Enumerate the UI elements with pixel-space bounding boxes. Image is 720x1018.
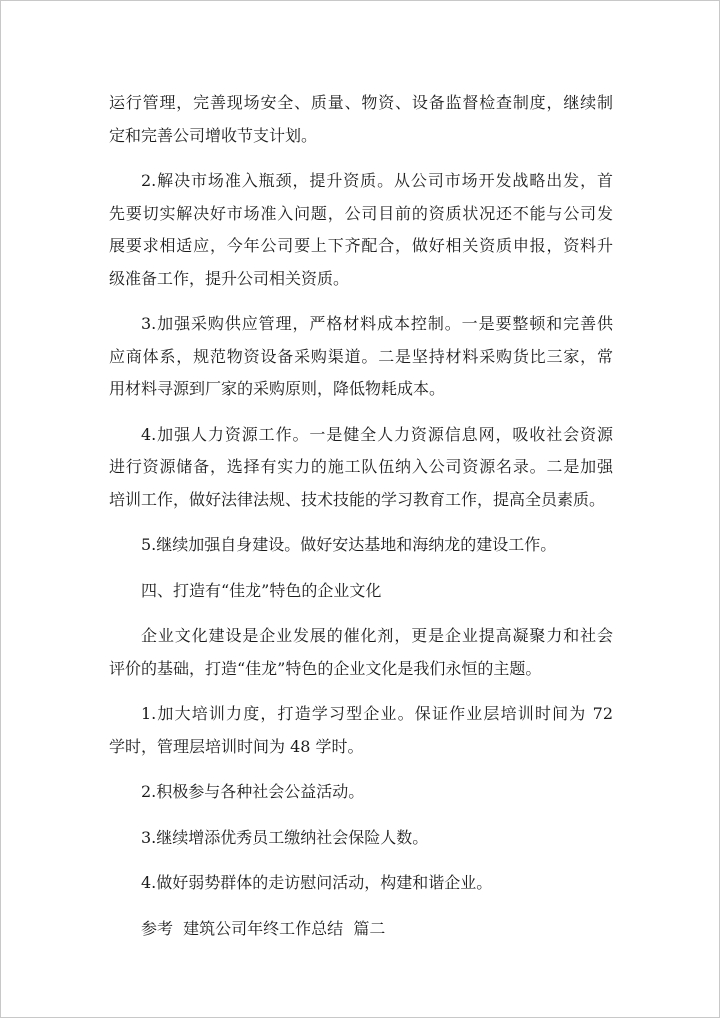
next-section-title	[109, 913, 613, 946]
text-line: 先要切实解决好市场准入问题，公司目前的资质状况还不能与公司发	[109, 203, 613, 223]
text-line: 4.加强人力资源工作。一是健全人力资源信息网，吸收社会资源	[141, 424, 613, 444]
paragraph-culture-intro	[109, 620, 613, 685]
text-line: 应商体系，规范物资设备采购渠道。二是坚持材料采购货比三家，常	[109, 346, 613, 366]
text-line: 进行资源储备，选择有实力的施工队伍纳入公司资源名录。二是加强	[109, 457, 613, 476]
paragraph-item-3-procurement	[109, 308, 613, 406]
text-line: 学时，管理层培训时间为 48 学时。	[109, 736, 364, 756]
text-line: 3.加强采购供应管理，严格材料成本控制。一是要整顿和完善供	[141, 314, 613, 333]
text-line: 级准备工作，提升公司相关资质。	[109, 268, 350, 288]
paragraph-item-5-construction	[109, 529, 613, 562]
section-heading-culture: 四、打造有“佳龙”特色的企业文化	[141, 580, 382, 600]
text-line: 运行管理，完善现场安全、质量、物资、设备监督检查制度，继续制	[109, 93, 613, 112]
text-line: 1.加大培训力度，打造学习型企业。保证作业层培训时间为 72	[141, 704, 613, 723]
paragraph-culture-item-2	[109, 776, 613, 809]
text-line: 展要求相适应，今年公司要上下齐配合，做好相关资质申报，资料升	[109, 236, 613, 255]
paragraph-management	[109, 87, 613, 152]
paragraph-culture-item-3	[109, 822, 613, 855]
text-line: 参考 建筑公司年终工作总结 篇二	[141, 918, 386, 938]
paragraph-culture-item-4	[109, 867, 613, 900]
text-line: 评价的基础，打造“佳龙”特色的企业文化是我们永恒的主题。	[109, 658, 542, 678]
paragraph-item-4-hr	[109, 419, 613, 517]
text-line: 3.继续增添优秀员工缴纳社会保险人数。	[141, 827, 429, 847]
text-line: 用材料寻源到厂家的采购原则，降低物耗成本。	[109, 379, 446, 398]
paragraph-item-2-market	[109, 165, 613, 295]
document-body	[109, 87, 613, 958]
text-line: 2.解决市场准入瓶颈，提升资质。从公司市场开发战略出发，首	[141, 171, 613, 190]
text-line: 2.积极参与各种社会公益活动。	[141, 782, 365, 801]
text-line: 4.做好弱势群体的走访慰问活动，构建和谐企业。	[141, 873, 493, 892]
paragraph-culture-item-1	[109, 698, 613, 763]
text-line: 定和完善公司增收节支计划。	[109, 125, 318, 145]
text-line: 企业文化建设是企业发展的催化剂，更是企业提高凝聚力和社会	[141, 626, 613, 645]
text-line: 培训工作，做好法律法规、技术技能的学习教育工作，提高全员素质。	[109, 489, 606, 509]
text-line: 5.继续加强自身建设。做好安达基地和海纳龙的建设工作。	[141, 535, 557, 554]
